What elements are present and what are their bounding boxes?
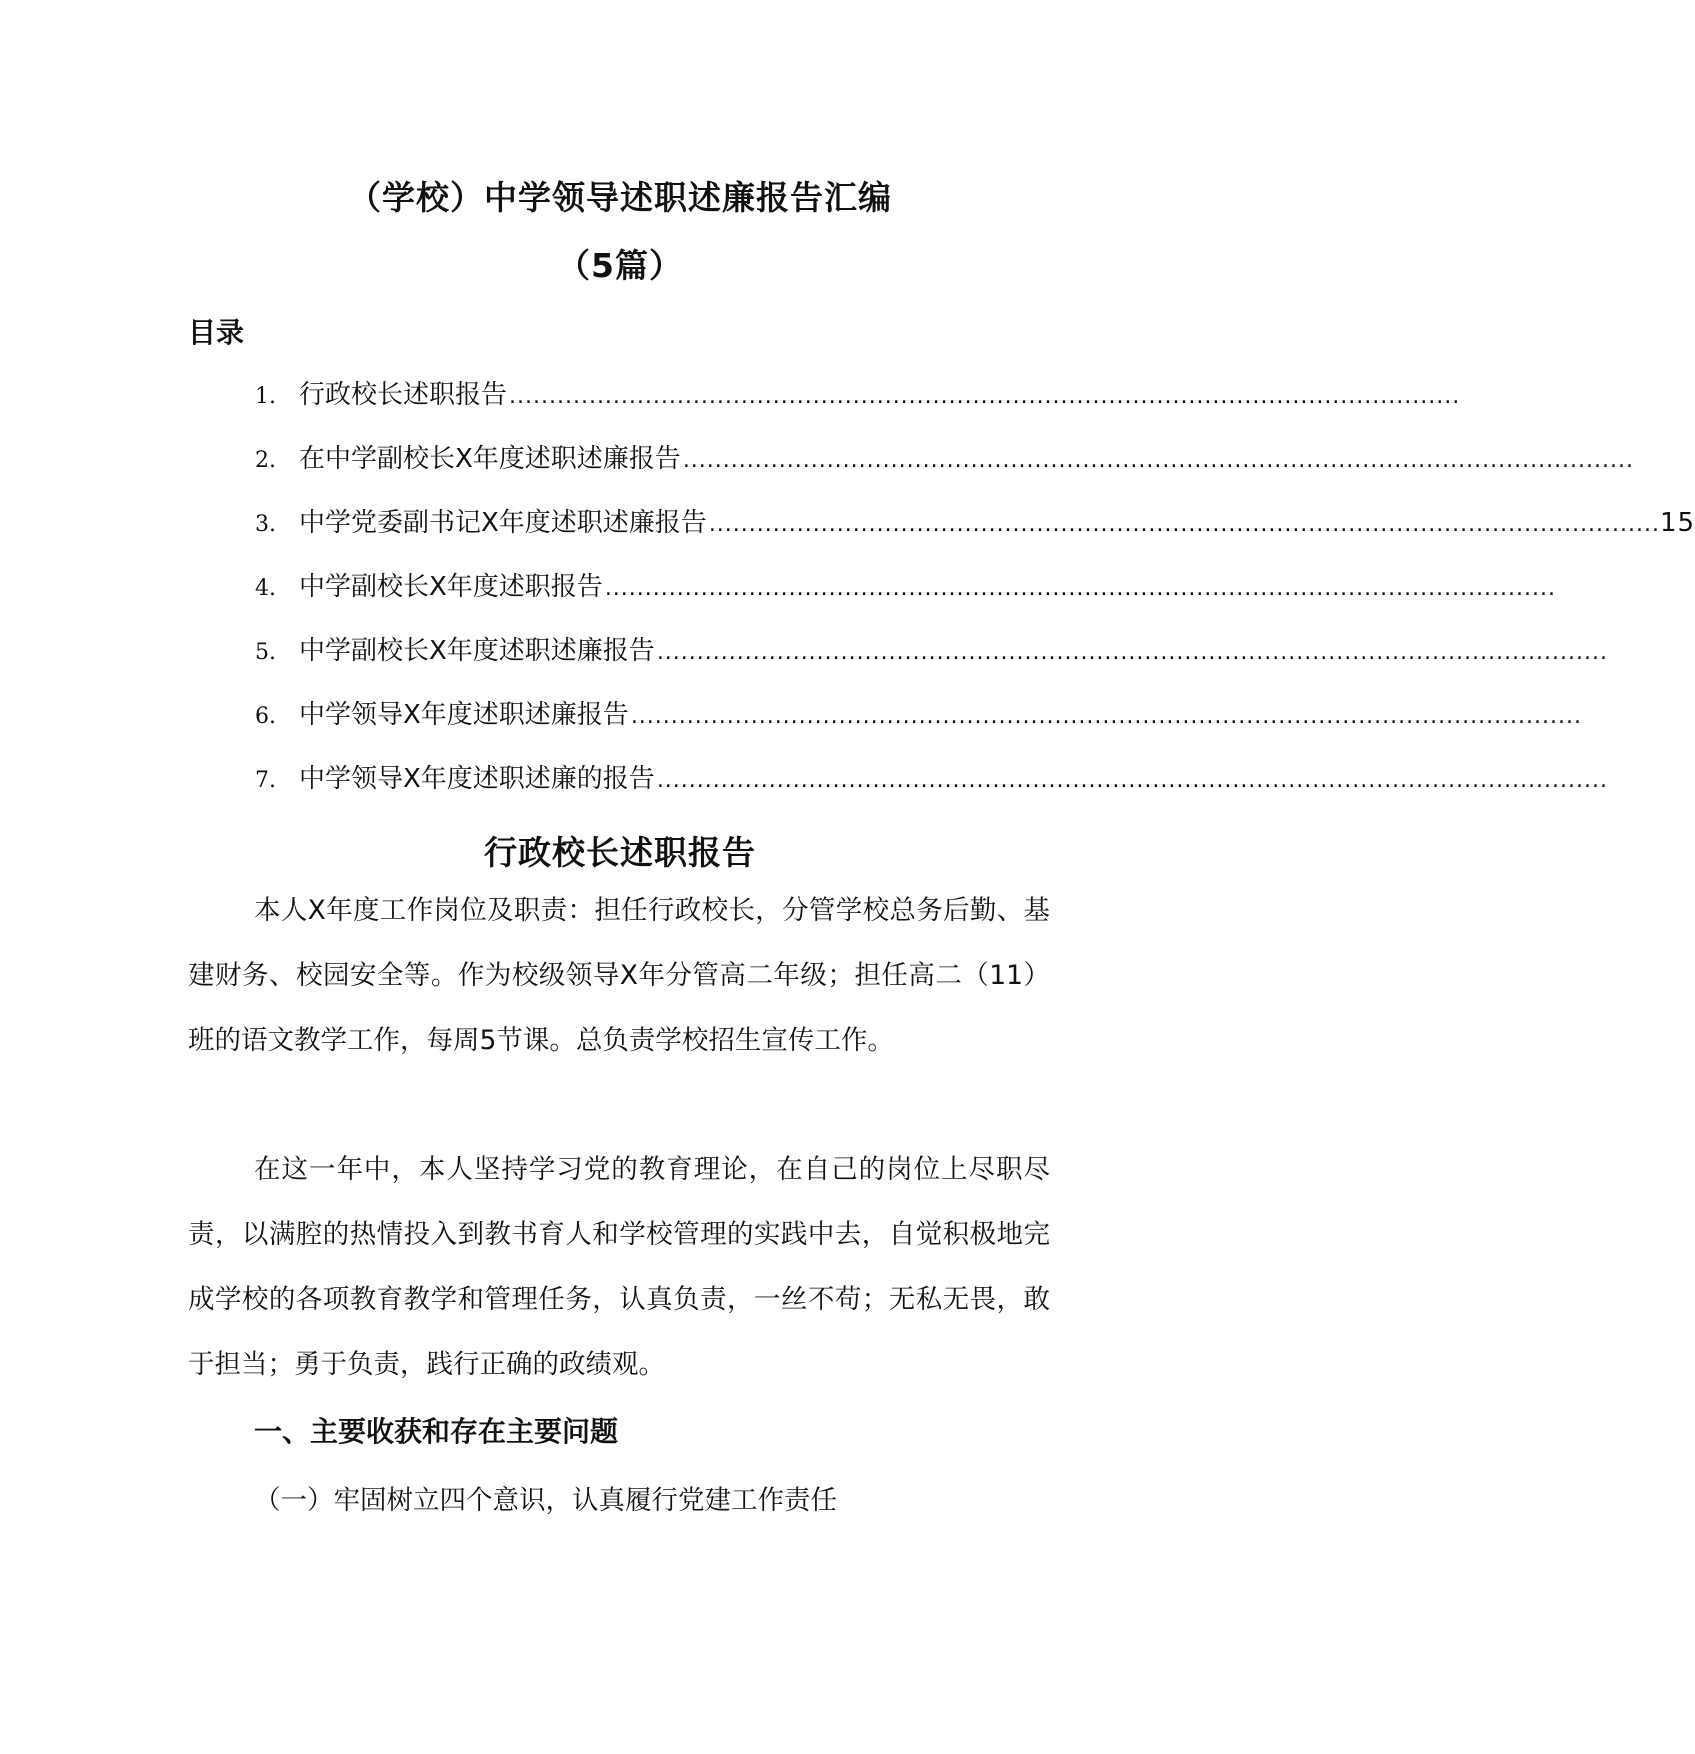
document-subtitle: （5篇） <box>557 246 683 285</box>
document-title: （学校）中学领导述职述廉报告汇编 <box>348 178 892 217</box>
toc-item-number: 1. <box>255 384 276 409</box>
toc-dot-leader: ....................................................................................................................... <box>656 640 1608 665</box>
toc-dot-leader: ....................................................................................................................... <box>630 704 1582 729</box>
toc-item[interactable] <box>255 374 1461 414</box>
toc-item-label: 行政校长述职报告 <box>299 380 508 410</box>
toc-item[interactable] <box>255 694 1582 734</box>
section-title: 行政校长述职报告 <box>484 833 756 872</box>
toc-item[interactable] <box>255 758 1608 798</box>
body-paragraph: 在这一年中，本人坚持学习党的教育理论，在自己的岗位上尽职尽责，以满腔的热情投入到教书育人和学校管理的实践中去，自觉积极地完成学校的各项教育教学和管理任务，认真负责，一丝不苟；无私无畏，敢于担当；勇于负责，践行正确的政绩观。 <box>188 1154 1050 1380</box>
section-heading: 一、主要收获和存在主要问题 <box>254 1415 619 1448</box>
toc-item[interactable] <box>255 502 1695 542</box>
toc-heading: 目录 <box>188 316 245 349</box>
toc-item-number: 2. <box>255 448 276 473</box>
toc-item-number: 3. <box>255 512 276 537</box>
subsection-heading: （一）牢固树立四个意识，认真履行党建工作责任 <box>254 1485 837 1516</box>
toc-item-label: 中学领导X年度述职述廉的报告 <box>299 764 655 794</box>
toc-item-number: 7. <box>255 768 276 793</box>
toc-item-label: 中学副校长X年度述职报告 <box>299 572 603 602</box>
toc-item-number: 5. <box>255 640 276 665</box>
toc-dot-leader: ....................................................................................................................... <box>604 576 1556 601</box>
toc-dot-leader: ....................................................................................................................... <box>509 384 1461 409</box>
toc-dot-leader: ....................................................................................................................... <box>682 448 1634 473</box>
body-paragraph: 本人X年度工作岗位及职责：担任行政校长，分管学校总务后勤、基建财务、校园安全等。作为校级领导X年分管高二年级；担任高二（11）班的语文教学工作，每周5节课。总负责学校招生宣传工作。 <box>188 895 1050 1056</box>
toc-item-label: 中学领导X年度述职述廉报告 <box>299 700 629 730</box>
toc-dot-leader: ....................................................................................................................... <box>656 768 1608 793</box>
toc-item-label: 中学党委副书记X年度述职述廉报告 <box>299 508 707 538</box>
toc-dot-leader: ....................................................................................................................... <box>708 512 1660 537</box>
toc-item-label: 中学副校长X年度述职述廉报告 <box>299 636 655 666</box>
toc-item-number: 4. <box>255 576 276 601</box>
toc-item[interactable] <box>255 566 1556 606</box>
toc-item-number: 6. <box>255 704 276 729</box>
toc-item[interactable] <box>255 438 1634 478</box>
toc-item[interactable] <box>255 630 1608 670</box>
toc-item-page: 15 <box>1660 508 1695 538</box>
toc-item-label: 在中学副校长X年度述职述廉报告 <box>299 444 681 474</box>
